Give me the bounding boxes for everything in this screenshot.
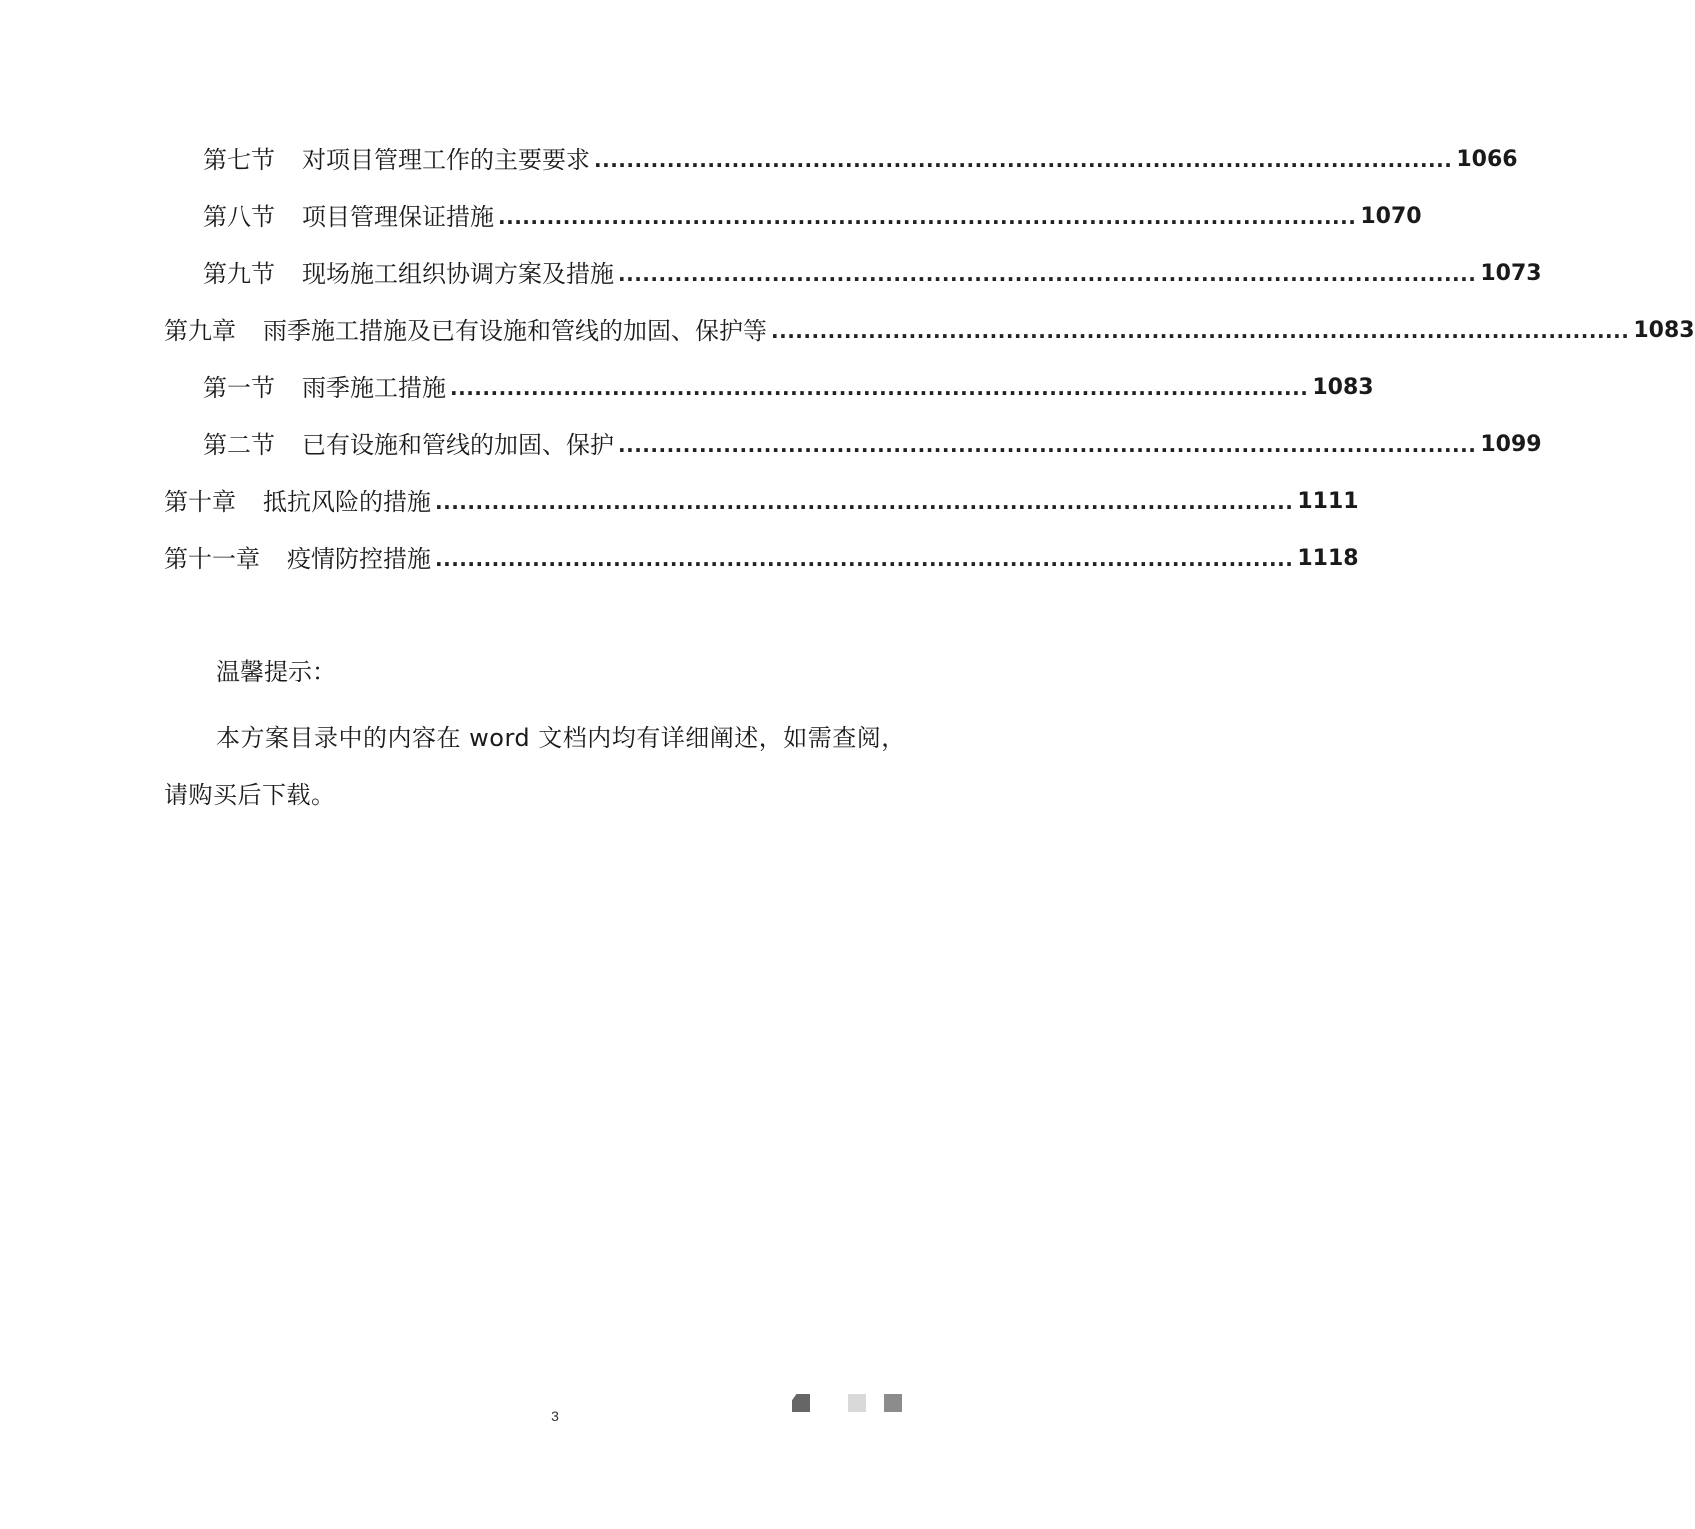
toc-leader-dots: ..........................................................................................................: [450, 376, 1309, 400]
toc-entry-page: 1066: [1456, 147, 1518, 172]
toc-entry[interactable]: [203, 368, 1374, 408]
toc-entry-page: 1083: [1633, 318, 1695, 343]
dark-square-icon: [792, 1394, 810, 1412]
toc-entry-title: 疫情防控措施: [287, 545, 431, 573]
toc-leader-dots: ..........................................................................................................: [771, 319, 1630, 343]
toc-entry[interactable]: [203, 425, 1542, 465]
toc-entry[interactable]: [164, 539, 1359, 579]
toc-entry[interactable]: [164, 482, 1359, 522]
toc-leader-dots: ..........................................................................................................: [435, 547, 1294, 571]
toc-entry-page: 1099: [1480, 432, 1542, 457]
toc-entry-title: 现场施工组织协调方案及措施: [302, 260, 614, 288]
corner-decoration: [792, 1394, 904, 1414]
toc-entry[interactable]: [164, 311, 1695, 351]
toc-entry-page: 1083: [1312, 375, 1374, 400]
toc-entry-number: 第九节: [203, 260, 275, 288]
toc-entry-page: 1111: [1297, 489, 1359, 514]
toc-entry-title: 对项目管理工作的主要要求: [302, 146, 590, 174]
toc-entry-number: 第九章: [164, 317, 236, 345]
toc-leader-dots: ..........................................................................................................: [498, 205, 1357, 229]
toc-entry-page: 1118: [1297, 546, 1359, 571]
toc-leader-dots: ..........................................................................................................: [594, 148, 1453, 172]
toc-entry[interactable]: [203, 254, 1542, 294]
light-square-icon: [848, 1394, 866, 1412]
toc-entry-number: 第一节: [203, 374, 275, 402]
toc-entry[interactable]: [203, 197, 1422, 237]
toc-leader-dots: ..........................................................................................................: [435, 490, 1294, 514]
toc-entry-page: 1073: [1480, 261, 1542, 286]
notice-body: 本方案目录中的内容在 word 文档内均有详细阐述，如需查阅，请购买后下载。: [164, 724, 906, 809]
toc-entry-number: 第十一章: [164, 545, 260, 573]
toc-entry-number: 第七节: [203, 146, 275, 174]
toc-entry-page: 1070: [1360, 204, 1422, 229]
gray-square-icon: [884, 1394, 902, 1412]
toc-entry-title: 雨季施工措施及已有设施和管线的加固、保护等: [263, 317, 767, 345]
toc-leader-dots: ..........................................................................................................: [618, 262, 1477, 286]
page-number: 3: [551, 1408, 559, 1424]
toc-entry-number: 第十章: [164, 488, 236, 516]
toc-entry-title: 已有设施和管线的加固、保护: [302, 431, 614, 459]
toc-entry[interactable]: [203, 140, 1518, 180]
toc-entry-title: 雨季施工措施: [302, 374, 446, 402]
toc-entry-title: 项目管理保证措施: [302, 203, 494, 231]
toc-entry-number: 第八节: [203, 203, 275, 231]
notice-title: 温馨提示：: [216, 658, 336, 686]
toc-leader-dots: ..........................................................................................................: [618, 433, 1477, 457]
toc-entry-title: 抵抗风险的措施: [263, 488, 431, 516]
toc-entry-number: 第二节: [203, 431, 275, 459]
